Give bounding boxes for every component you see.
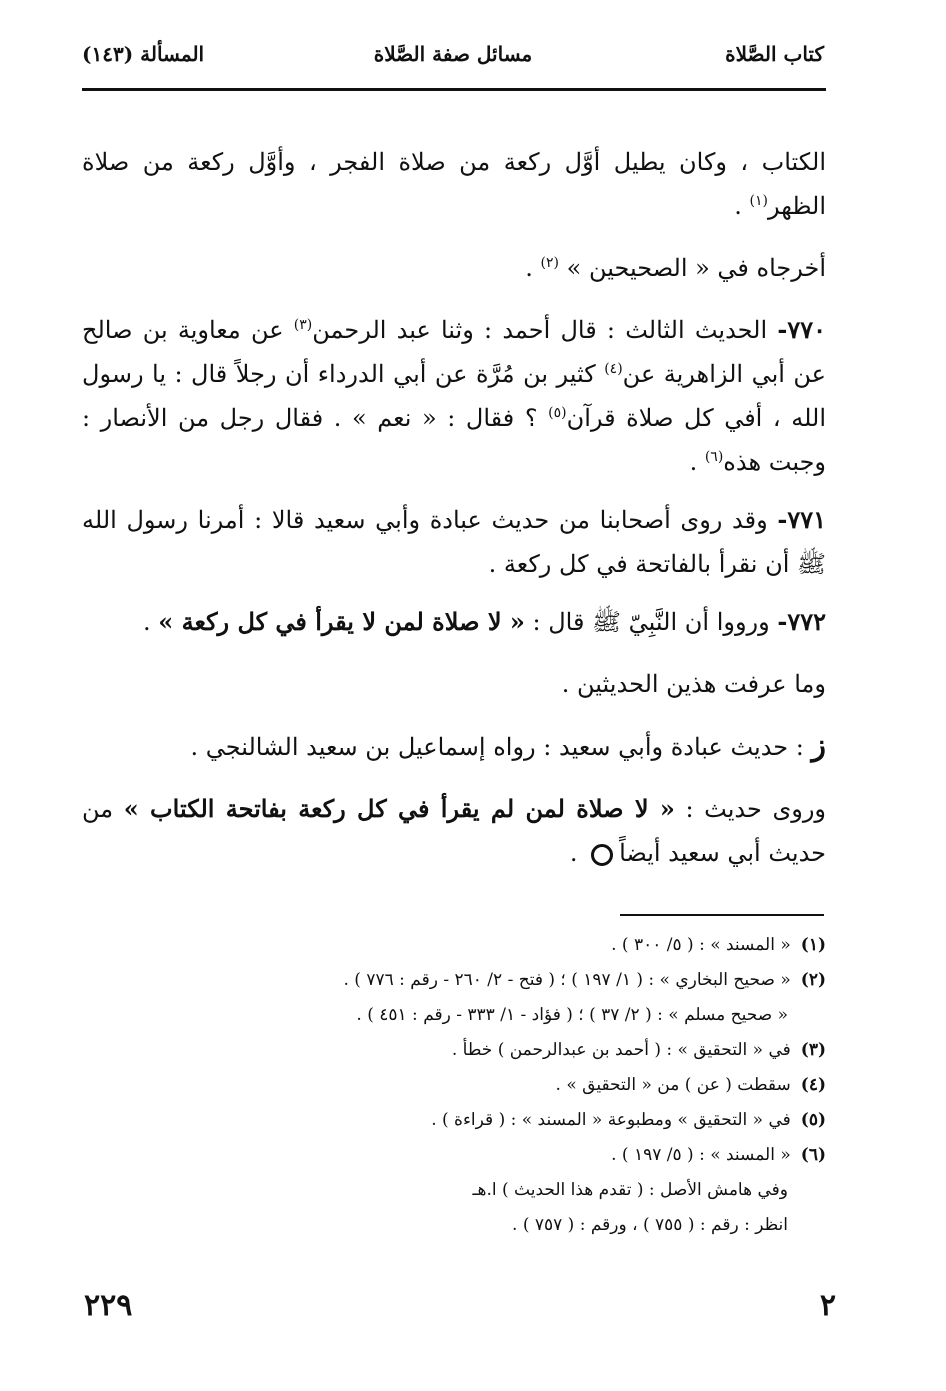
paragraph-1-text: الكتاب ، وكان يطيل أوَّل ركعة من صلاة الفجر ، وأوَّل ركعة من صلاة الظهر [82,148,826,220]
footnote-ref-4: (٤) [604,361,623,377]
paragraph-8-text-a: وروى حديث : [674,795,826,823]
paragraph-8-quote: « لا صلاة لمن لم يقرأ في كل ركعة بفاتحة الكتاب » [123,794,675,823]
footnote-ref-1: (١) [749,193,769,209]
footnote-1 [186,928,826,963]
hadith-770-text-c: كثير بن مُرَّة عن أبي الدرداء أن رجلاً قال : يا رسول الله ، أفي كل صلاة قرآن [82,360,827,432]
footnote-text: « المسند » : ( ٥/ ٣٠٠ ) . [611,935,791,955]
paragraph-1 [82,140,826,228]
footnote-label: (٦) [800,1145,826,1165]
footnote-2 [186,963,826,998]
footnote-text: « صحيح مسلم » : ( ٢/ ٣٧ ) ؛ ( فؤاد - ١/ ٣٣٣ - رقم : ٤٥١ ) . [356,1005,788,1025]
hadith-772-end: . [143,608,159,636]
hadith-770-end: . [689,448,705,476]
footnote-ref-5: (٥) [548,405,567,421]
paragraph-6 [82,662,826,706]
footnote-label: (٢) [800,970,826,990]
footnote-text: سقطت ( عن ) من « التحقيق » . [555,1075,791,1095]
paragraph-8-text-b: من حديث أبي سعيد أيضاً [82,795,826,867]
paragraph-1-end: . [734,192,750,220]
header-book-title: كتاب الصَّلاة [725,42,824,66]
page-number-right: ٢ [819,1288,836,1323]
footnote-3 [186,1033,826,1068]
header-divider [82,88,826,91]
footnote-6-continued-2 [186,1208,826,1243]
footnote-ref-6: (٦) [704,449,724,465]
footnote-divider [620,914,824,916]
footnote-label: (١) [800,935,826,955]
hadith-770-text-b: عن معاوية بن صالح عن أبي الزاهرية عن [82,316,826,388]
paragraph-7-text: : حديث عبادة وأبي سعيد : رواه إسماعيل بن سعيد الشالنجي . [190,733,812,761]
hadith-number-772: ٧٧٢- [777,607,826,636]
running-header [82,38,824,78]
zain-marker: ز [811,728,826,763]
hadith-772-text: ورووا أن النَّبِيّ ﷺ قال : [524,608,778,636]
hadith-number-770: ٧٧٠- [777,315,827,344]
footnote-ref-2: (٢) [540,255,559,271]
footnotes [186,928,826,1243]
paragraph-2-text: أخرجاه في « الصحيحين » [566,254,826,282]
footnote-label: (٣) [800,1040,826,1060]
footnote-6 [186,1138,826,1173]
footnote-label: (٥) [800,1110,826,1130]
footnote-6-continued [186,1173,826,1208]
footnote-text: « صحيح البخاري » : ( ١/ ١٩٧ ) ؛ ( فتح - ٢/ ٢٦٠ - رقم : ٧٧٦ ) . [343,970,791,990]
paragraph-2 [82,246,826,290]
footnote-4 [186,1068,826,1103]
hadith-772 [82,600,826,644]
paragraph-7 [82,724,826,769]
footnote-text: في « التحقيق » : ( أحمد بن عبدالرحمن ) خطأ . [451,1040,791,1060]
hadith-771-text: وقد روى أصحابنا من حديث عبادة وأبي سعيد قالا : أمرنا رسول الله ﷺ أن نقرأ بالفاتحة في كل ركعة . [82,506,826,578]
hadith-772-quote: « لا صلاة لمن لا يقرأ في كل ركعة » [158,607,525,636]
footnote-ref-3: (٣) [293,317,313,333]
hadith-770 [82,308,826,484]
main-text [82,140,826,889]
footnote-text: « المسند » : ( ٥/ ١٩٧ ) . [611,1145,791,1165]
page-number-left: ٢٢٩ [84,1288,133,1323]
header-chapter-title: مسائل صفة الصَّلاة [373,42,533,66]
footnote-5 [186,1103,826,1138]
footnote-2-continued [186,998,826,1033]
end-circle-icon [591,844,613,866]
paragraph-2-end: . [525,254,541,282]
paragraph-8 [82,787,826,875]
hadith-771 [82,498,826,586]
footnote-label: (٤) [800,1075,826,1095]
footnote-text: في « التحقيق » ومطبوعة « المسند » : ( قراءة ) . [431,1110,791,1130]
paragraph-6-text: وما عرفت هذين الحديثين . [561,670,826,698]
hadith-770-text-d: ؟ فقال : « نعم » . فقال رجل من الأنصار : وجبت هذه [82,404,826,476]
paragraph-8-end: . [569,839,586,867]
hadith-770-text-a: الحديث الثالث : قال أحمد : وثنا عبد الرحمن [312,316,778,344]
hadith-number-771: ٧٧١- [777,505,826,534]
header-question-number: المسألة (١٤٣) [82,42,205,66]
footnote-text: وفي هامش الأصل : ( تقدم هذا الحديث ) ا.هـ [472,1180,788,1200]
footnote-text: انظر : رقم : ( ٧٥٥ ) ، ورقم : ( ٧٥٧ ) . [512,1215,788,1235]
